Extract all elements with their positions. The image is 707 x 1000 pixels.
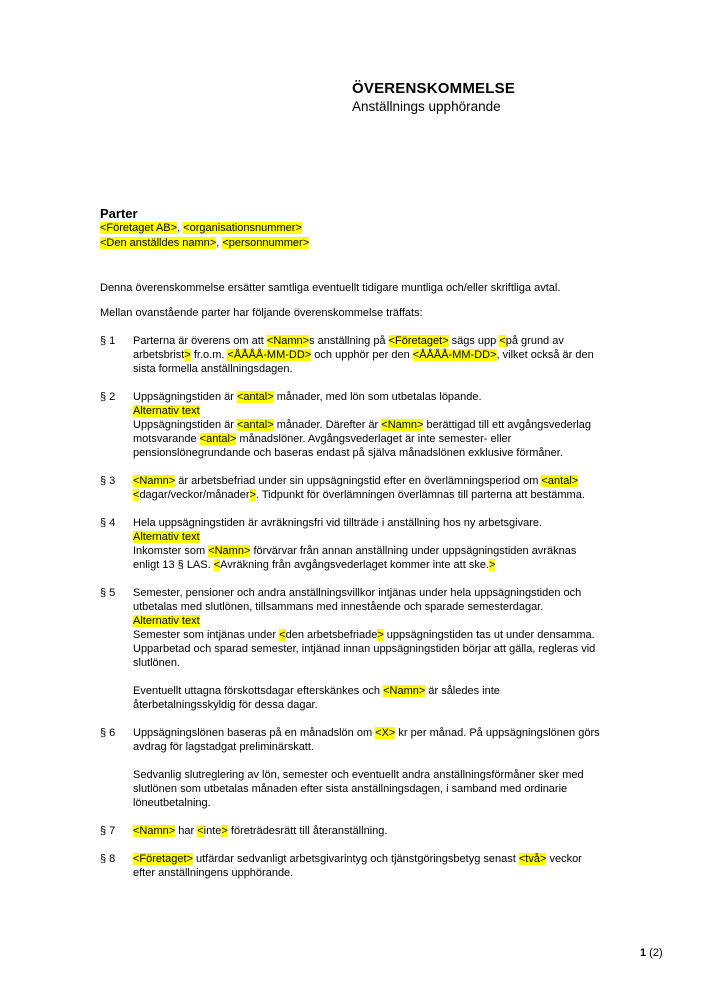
section-6	[100, 726, 600, 810]
text-segment: Hela uppsägningstiden är avräkningsfri vid tillträde i anställning hos ny arbetsgivare.	[133, 517, 543, 529]
text-segment: s anställning på	[309, 335, 389, 347]
section-3-body	[133, 474, 600, 502]
section-block	[133, 334, 600, 376]
alternative-text-marker	[133, 404, 600, 418]
section-block	[133, 684, 600, 712]
section-4	[100, 516, 600, 572]
text-segment: på grund av arbetsbrist	[133, 335, 564, 361]
section-8-label: § 8	[100, 853, 116, 865]
placeholder-highlight: <	[213, 559, 221, 571]
text-segment: och upphör per den	[311, 349, 413, 361]
placeholder-highlight: <	[197, 825, 204, 837]
placeholder-highlight: <antal>	[541, 475, 579, 487]
text-segment: Uppsägningstiden är	[133, 419, 237, 431]
text-segment: , vilket också är den sista formella anställningsdagen.	[133, 349, 594, 375]
section-6-label: § 6	[100, 727, 116, 739]
section-4-body	[133, 516, 600, 572]
placeholder-highlight: >	[221, 825, 228, 837]
text-segment: kr per månad. På uppsägningslönen görs avdrag för lagstadgat preliminärskatt.	[133, 727, 600, 753]
section-3-label: § 3	[100, 475, 116, 487]
placeholder-highlight: >	[377, 629, 384, 641]
text-segment: veckor efter anställningens upphörande.	[133, 853, 582, 879]
text-segment: . Tidpunkt för överlämningen överlämnas till parterna att bestämma.	[255, 489, 585, 501]
text-segment: inte	[203, 825, 222, 837]
section-block	[133, 474, 600, 502]
intro-paragraph-2	[100, 306, 600, 320]
placeholder-highlight: <Namn>	[381, 419, 424, 431]
page-number	[640, 946, 663, 960]
document-subtitle: Anställnings upphörande	[352, 99, 501, 114]
text-segment: Parterna är överens om att	[133, 335, 267, 347]
document-title: ÖVERENSKOMMELSE	[352, 80, 516, 97]
text-segment: har	[175, 825, 198, 837]
section-block	[133, 390, 600, 404]
placeholder-highlight: <antal>	[199, 433, 237, 445]
text-segment: uppsägningstiden tas ut under densamma. Upparbetad och sparad semester, intjänad innan uppsägningstiden börjar att gälla, regleras vid slutlönen.	[133, 629, 596, 669]
placeholder-highlight: <ÅÅÅÅ-MM-DD>	[412, 349, 497, 361]
sections-list	[100, 334, 600, 880]
text-segment: månader, med lön som utbetalas löpande.	[273, 391, 482, 403]
page-number-total: (2)	[646, 947, 663, 959]
section-block	[133, 628, 600, 670]
text-segment: berättigad till ett avgångsvederlag motsvarande	[133, 419, 592, 445]
placeholder-highlight: <ÅÅÅÅ-MM-DD>	[227, 349, 312, 361]
parter-line-employee	[100, 236, 600, 251]
section-6-body	[133, 726, 600, 810]
text-segment: Mellan ovanstående parter har följande överenskommelse träffats:	[100, 307, 423, 319]
section-block	[133, 516, 600, 530]
placeholder-highlight: <Företaget>	[388, 335, 449, 347]
alternative-text-marker	[133, 530, 600, 544]
placeholder-highlight: <antal>	[236, 391, 274, 403]
placeholder-highlight: <Namn>	[208, 545, 251, 557]
placeholder-highlight: >	[489, 559, 496, 571]
section-1	[100, 334, 600, 376]
placeholder-highlight: <	[279, 629, 286, 641]
text-segment: månadslöner. Avgångsvederlaget är inte semester- eller pensionslönegrundande och baseras endast på själva månadslönen exklusive förmåner.	[133, 433, 563, 459]
section-3	[100, 474, 600, 502]
section-block	[133, 586, 600, 614]
placeholder-highlight: <Namn>	[133, 825, 176, 837]
placeholder-highlight: <Namn>	[383, 685, 426, 697]
text-segment: den arbetsbefriade	[285, 629, 378, 641]
text-segment: Semester, pensioner och andra anställningsvillkor intjänas under hela uppsägningstiden och utbetalas med slutlönen, tillsammans med innestående och sparade semesterdagar.	[133, 587, 582, 613]
section-block	[133, 768, 600, 810]
text-segment: Eventuellt uttagna förskottsdagar efterskänkes och	[133, 685, 384, 697]
section-block	[133, 726, 600, 754]
alternative-text-marker	[133, 614, 600, 628]
placeholder-highlight: <Namn>	[133, 475, 176, 487]
placeholder-highlight: Alternativ text	[133, 531, 200, 543]
section-7	[100, 824, 600, 838]
text-segment: förvärvar från annan anställning under uppsägningstiden avräknas enligt 13 § LAS.	[133, 545, 577, 571]
text-segment: dagar/veckor/månader	[139, 489, 250, 501]
placeholder-highlight: >	[184, 349, 191, 361]
text-segment: Inkomster som	[133, 545, 209, 557]
section-block	[133, 852, 600, 880]
placeholder-highlight: <	[133, 489, 140, 501]
document-header	[352, 79, 515, 115]
section-5-body	[133, 586, 600, 712]
text-segment: fr.o.m.	[190, 349, 228, 361]
parter-heading: Parter	[100, 206, 138, 221]
placeholder-highlight: <personnummer>	[222, 237, 310, 249]
section-8	[100, 852, 600, 880]
placeholder-highlight: <organisationsnummer>	[183, 222, 302, 234]
text-segment: Sedvanlig slutreglering av lön, semester och eventuellt andra anställningsförmåner sker med slutlönen som utbetalas månaden efter sista anställningsdagen, i samband med ordinarie löneutbetalning.	[133, 769, 584, 809]
section-2	[100, 390, 600, 460]
text-segment: månader. Därefter är	[273, 419, 382, 431]
text-segment: Uppsägningstiden är	[133, 391, 237, 403]
placeholder-highlight: <Den anställdes namn>	[100, 237, 217, 249]
text-segment: Uppsägningslönen baseras på en månadslön om	[133, 727, 376, 739]
section-2-label: § 2	[100, 391, 116, 403]
section-1-label: § 1	[100, 335, 116, 347]
intro-paragraph-1	[100, 281, 600, 295]
section-5	[100, 586, 600, 712]
text-segment: är arbetsbefriad under sin uppsägningstid efter en överlämningsperiod om	[175, 475, 542, 487]
section-7-label: § 7	[100, 825, 116, 837]
placeholder-highlight: >	[249, 489, 256, 501]
placeholder-highlight: Alternativ text	[133, 405, 200, 417]
section-block	[133, 544, 600, 572]
text-segment: är således inte återbetalningsskyldig för dessa dagar.	[133, 685, 500, 711]
text-segment: sägs upp	[448, 335, 500, 347]
section-5-label: § 5	[100, 587, 116, 599]
placeholder-highlight: <två>	[518, 853, 547, 865]
page-number-current: 1	[640, 947, 647, 959]
section-2-body	[133, 390, 600, 460]
placeholder-highlight: <antal>	[236, 419, 274, 431]
section-4-label: § 4	[100, 517, 116, 529]
placeholder-highlight: <	[499, 335, 506, 347]
parter-line-company	[100, 221, 600, 236]
document-body	[100, 206, 600, 894]
text-segment: Semester som intjänas under	[133, 629, 280, 641]
section-block	[133, 418, 600, 460]
section-7-body	[133, 824, 600, 838]
section-8-body	[133, 852, 600, 880]
text-segment: företrädesrätt till återanställning.	[227, 825, 388, 837]
text-segment: utfärdar sedvanligt arbetsgivarintyg och tjänstgöringsbetyg senast	[192, 853, 519, 865]
placeholder-highlight: <Företaget AB>	[100, 222, 178, 234]
text-segment: ,	[177, 222, 184, 234]
text-segment: ,	[216, 237, 223, 249]
placeholder-highlight: <Företaget>	[133, 853, 193, 865]
section-block	[133, 824, 600, 838]
placeholder-highlight: Alternativ text	[133, 615, 200, 627]
section-1-body	[133, 334, 600, 376]
text-segment: Denna överenskommelse ersätter samtliga eventuellt tidigare muntliga och/eller skriftliga avtal.	[100, 282, 561, 294]
text-segment: Avräkning från avgångsvederlaget kommer inte att ske.	[220, 559, 490, 571]
placeholder-highlight: <X>	[375, 727, 396, 739]
placeholder-highlight: <Namn>	[266, 335, 310, 347]
